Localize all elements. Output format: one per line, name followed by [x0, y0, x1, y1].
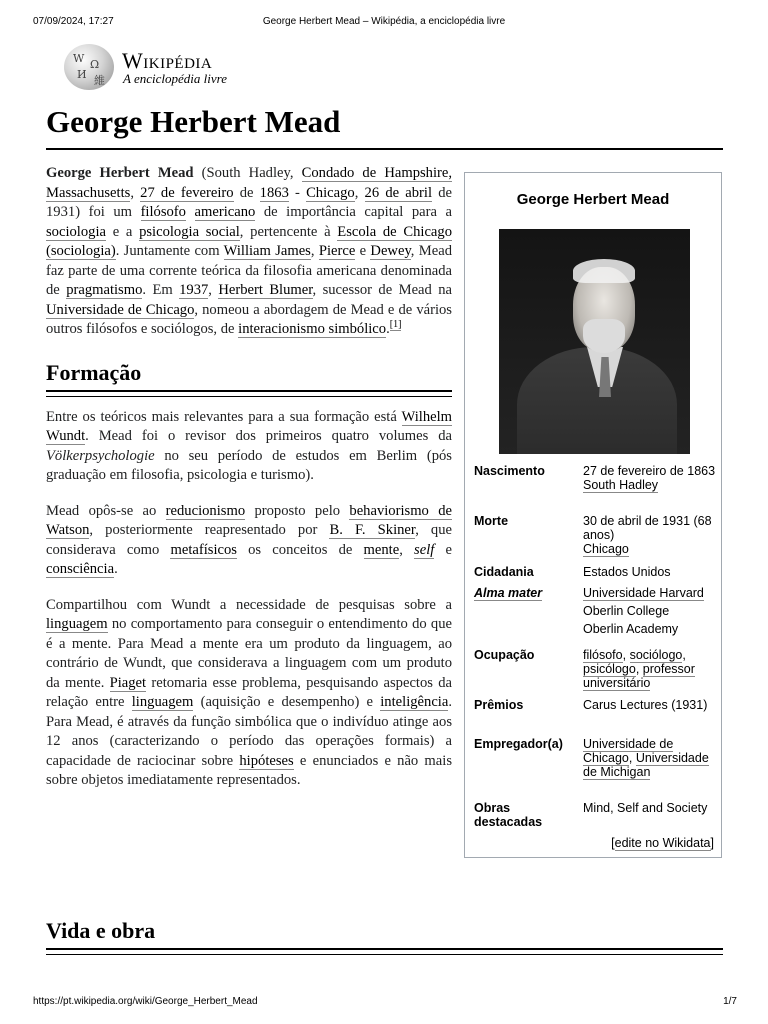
globe-glyph: W — [73, 52, 85, 65]
subject-name: George Herbert Mead — [46, 165, 194, 181]
link-escola-de-chicago[interactable]: Escola de Chicago (sociologia) — [46, 223, 452, 259]
link-piaget[interactable]: Piaget — [109, 674, 147, 691]
infobox-value: Mind, Self and Society — [583, 801, 708, 815]
link-birth-year[interactable]: 1863 — [259, 184, 289, 201]
section-heading-vida-e-obra: Vida e obra — [46, 918, 156, 943]
infobox-label — [474, 586, 579, 600]
link-wilhelm-wundt[interactable]: Wilhelm Wundt — [46, 408, 452, 444]
formacao-paragraph-1: Entre os teóricos mais relevantes para a sua formação está Wilhelm Wundt. Mead foi o revisor dos primeiros quatro volumes da Völkerpsychologie no seu período de estudos em Berlim (pós graduação em filosofia, psicologia e turismo). — [46, 408, 452, 483]
link-psicologo[interactable]: psicólogo — [583, 662, 636, 676]
link-chicago-infobox[interactable]: Chicago — [583, 542, 629, 556]
link-interacionismo-simbolico[interactable]: interacionismo simbólico — [238, 321, 387, 337]
link-dewey[interactable]: Dewey — [370, 243, 411, 259]
infobox-title: George Herbert Mead — [516, 191, 670, 208]
print-url: https://pt.wikipedia.org/wiki/George_Herbert_Mead — [33, 996, 258, 1007]
link-skinner[interactable]: B. F. Skiner — [329, 522, 416, 538]
reference-marker — [390, 319, 402, 331]
logo-tagline: A enciclopédia livre — [123, 71, 227, 86]
link-south-hadley[interactable]: South Hadley — [583, 478, 659, 492]
infobox-label: Ocupação — [474, 648, 535, 662]
link-sociologia[interactable]: sociologia — [46, 223, 106, 240]
infobox-label: Morte — [474, 514, 509, 528]
print-datetime: 07/09/2024, 17:27 — [33, 16, 114, 27]
reference-link[interactable]: [1] — [389, 319, 402, 331]
link-1937[interactable]: 1937 — [179, 282, 209, 298]
globe-glyph: И — [77, 68, 87, 81]
section-divider — [46, 390, 452, 397]
article-body — [46, 164, 452, 807]
title-divider — [46, 148, 723, 150]
section-divider — [46, 948, 723, 955]
print-doc-title: George Herbert Mead – Wikipédia, a enciclopédia livre — [262, 16, 506, 27]
link-hipoteses[interactable]: hipóteses — [239, 752, 294, 769]
globe-glyph: 維 — [94, 74, 105, 87]
link-linguagem-2[interactable]: linguagem — [131, 694, 194, 710]
wikidata-edit: [edite no Wikidata] — [611, 836, 714, 850]
infobox-value: filósofo, sociólogo, psicólogo, professor universitário — [583, 648, 695, 690]
infobox-label: Obras destacadas — [474, 801, 543, 829]
infobox-value: 27 de fevereiro de 1863 South Hadley — [583, 464, 716, 492]
formacao-paragraph-2: Mead opôs-se ao reducionismo proposto pelo behaviorismo de Watson, posteriormente reapresentado por B. F. Skiner, que considerava como metafísicos os conceitos de mente, self e consciência. — [46, 502, 453, 577]
infobox-value: Carus Lectures (1931) — [583, 698, 708, 712]
infobox-value: 30 de abril de 1931 (68 anos) Chicago — [583, 514, 712, 556]
edit-wikidata-link[interactable]: edite no Wikidata — [614, 836, 711, 850]
link-birth-date[interactable]: 27 de fevereiro — [140, 184, 234, 201]
link-death-date[interactable]: 26 de abril — [364, 184, 433, 201]
link-herbert-blumer[interactable]: Herbert Blumer — [218, 282, 313, 298]
link-william-james[interactable]: William James — [223, 243, 311, 259]
globe-glyph: Ω — [90, 58, 100, 71]
link-chicago[interactable]: Chicago — [306, 184, 355, 201]
portrait-photo[interactable] — [499, 229, 690, 454]
infobox-label: Empregador(a) — [474, 737, 563, 751]
link-filosofo[interactable]: filósofo — [140, 204, 186, 220]
print-page-number: 1/7 — [723, 996, 737, 1007]
link-americano[interactable]: americano — [194, 204, 256, 220]
infobox-label: Cidadania — [474, 565, 534, 579]
link-consciencia[interactable]: consciência — [46, 561, 115, 577]
link-harvard[interactable]: Universidade Harvard — [583, 586, 704, 600]
link-psicologia-social[interactable]: psicologia social — [139, 223, 240, 240]
link-mente[interactable]: mente — [363, 541, 400, 558]
link-inteligencia[interactable]: inteligência — [380, 694, 449, 710]
link-sociologo[interactable]: sociólogo — [629, 648, 683, 662]
infobox — [464, 172, 722, 858]
link-condado[interactable]: Condado de Hampshire, Massachusetts — [46, 165, 453, 201]
infobox-label: Prêmios — [474, 698, 524, 712]
infobox-value: Universidade de Chicago, Universidade de Michigan — [583, 737, 709, 779]
infobox-value: Universidade Harvard Oberlin College Oberlin Academy — [583, 586, 704, 636]
link-professor-universitario[interactable]: professor universitário — [583, 662, 695, 690]
infobox-label: Nascimento — [474, 464, 545, 478]
link-linguagem[interactable]: linguagem — [46, 616, 108, 632]
section-heading-formacao: Formação — [46, 359, 142, 385]
wikipedia-globe-icon — [64, 44, 114, 90]
logo-wordmark: Wikipédia — [122, 48, 213, 73]
link-metafisicos[interactable]: metafísicos — [170, 541, 237, 558]
print-footer — [0, 996, 768, 1010]
link-filosofo-infobox[interactable]: filósofo — [583, 648, 623, 662]
link-univ-chicago-infobox[interactable]: Universidade de Chicago — [583, 737, 674, 765]
link-self[interactable]: self — [414, 541, 435, 558]
print-header — [0, 16, 768, 30]
link-pierce[interactable]: Pierce — [318, 243, 356, 259]
link-univ-michigan[interactable]: Universidade de Michigan — [583, 751, 709, 779]
link-pragmatismo[interactable]: pragmatismo — [66, 282, 143, 298]
formacao-paragraph-3: Compartilhou com Wundt a necessidade de pesquisas sobre a linguagem no comportamento para conseguir o entendimento do que é a mente. Para Mead a mente era um produto da linguagem, ao contrário de Wundt, que considerava a linguagem com um produto da mente. Piaget retomaria esse problema, pesquisando aspectos da relação entre linguagem (aquisição e desempenho) e inteligência. Para Mead, é através da função simbólica que o indivíduo atinge aos 12 anos (caracterizando o período das operações formais) a capacidade de raciocinar sobre hipóteses e enunciados e não mais sobre objetos imediatamente representados. — [46, 596, 452, 788]
intro-paragraph: George Herbert Mead (South Hadley, Condado de Hampshire, Massachusetts, 27 de fevereiro de 1863 - Chicago, 26 de abril de 1931) foi um filósofo americano de importância capital para a sociologia e a psicologia social, pertencente à Escola de Chicago (sociologia). Juntamente com William James, Pierce e Dewey, Mead faz parte de uma corrente teórica da filosofia americana denominada de pragmatismo. Em 1937, Herbert Blumer, sucessor de Mead na Universidade de Chicago, nomeou a abordagem de Mead e de vários outros filósofos e sociólogos, de interacionismo simbólico.[1] — [46, 165, 453, 337]
wikipedia-logo[interactable] — [64, 44, 264, 92]
link-behaviorismo[interactable]: behaviorismo de Watson — [46, 502, 452, 538]
link-alma-mater[interactable]: Alma mater — [474, 586, 543, 600]
page-title: George Herbert Mead — [46, 104, 341, 139]
italic-term: Völkerpsychologie — [46, 447, 155, 464]
link-reducionismo[interactable]: reducionismo — [165, 502, 246, 519]
infobox-value: Estados Unidos — [583, 565, 671, 579]
link-universidade-de-chicago[interactable]: Universidade de Chicago — [46, 301, 195, 318]
